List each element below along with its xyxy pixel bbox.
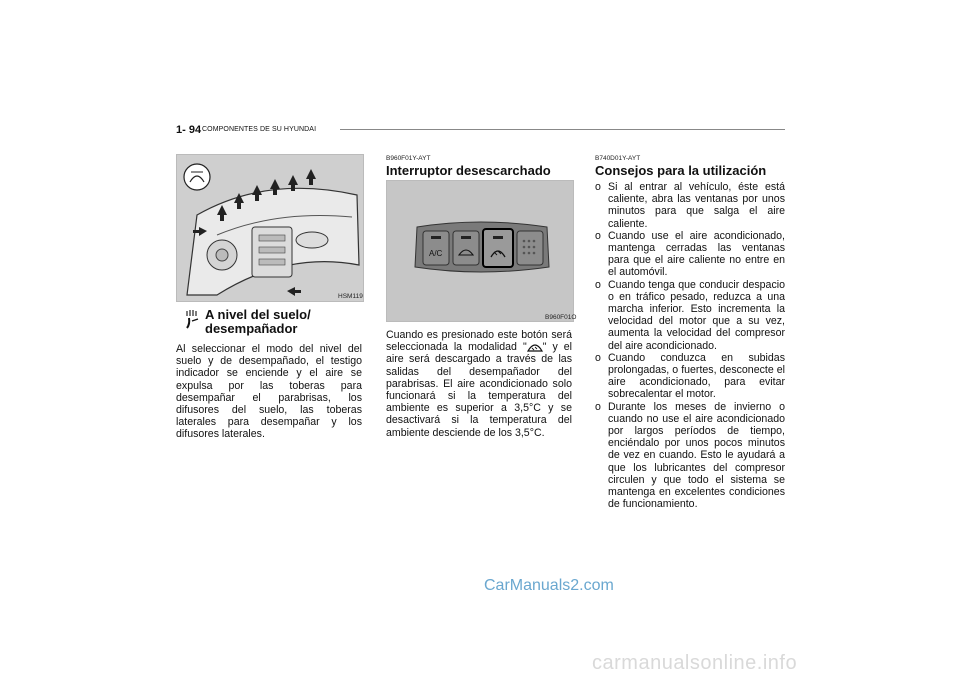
figure-code: HSM119 <box>338 293 363 300</box>
body-text-part: " y el aire será descargado a través de las salidas del desempañador del parabrisas. El aire acondicionado solo funcionará si la temperatura del ambiente es superior a 3,5°C y se desactivará si la temperatura del ambiente desciende de los 3,5°C. <box>386 341 572 439</box>
list-item: o Cuando use el aire acondicionado, mantenga cerradas las ventanas para que el aire caliente no entre en el automóvil. <box>595 230 785 279</box>
figure-code: B960F01O <box>545 314 577 321</box>
dashboard-illustration <box>177 155 363 301</box>
list-item: o Durante los meses de invierno o cuando no use el aire acondicionado por largos períodos de tiempo, enciéndalo por unos pocos minutos de vez en cuando. Esto le ayudará a que los lubricantes del compresor circulen y que todo el sistema se mantenga en excelentes condiciones de funcionamiento. <box>595 401 785 511</box>
list-item: o Cuando tenga que conducir despacio o en tráfico pesado, reduzca a una marcha inferior. Esto incrementa la velocidad del motor que a su vez, aumenta la velocidad del compresor del aire acondicionado. <box>595 279 785 352</box>
windshield-defrost-icon <box>527 341 543 352</box>
watermark-text: carmanualsonline.info <box>592 652 798 674</box>
section-code: B960F01Y-AYT <box>386 155 431 162</box>
floor-defrost-body: Al seleccionar el modo del nivel del suelo y de desempañado, el testigo indicador se enciende y el aire se expulsa por las toberas para desempañar el parabrisas, los difusores del suelo, las toberas laterales para desempañar y los difusores laterales. <box>176 343 362 441</box>
dashboard-airflow-figure <box>176 154 364 302</box>
header-rule <box>340 129 785 130</box>
floor-defrost-heading: A nivel del suelo/ desempañador <box>205 307 311 336</box>
ac-button-label: A/C <box>429 249 443 258</box>
tips-heading: Consejos para la utilización <box>595 163 767 178</box>
chapter-title: COMPONENTES DE SU HYUNDAI <box>202 126 317 133</box>
floor-defrost-icon <box>185 309 201 329</box>
defrost-switch-figure <box>386 180 577 322</box>
switch-panel-illustration <box>387 181 573 321</box>
defrost-switch-body <box>386 329 572 439</box>
page-number: 1- 94 <box>176 124 202 136</box>
list-item: o Si al entrar al vehículo, éste está caliente, abra las ventanas por unos minutos para que salga el aire caliente. <box>595 181 785 230</box>
list-item: o Cuando conduzca en subidas prolongadas, o fuertes, desconecte el aire acondicionado, para evitar sobrecalentar el motor. <box>595 352 785 401</box>
watermark-link[interactable]: CarManuals2.com <box>484 577 614 594</box>
defrost-switch-heading: Interruptor desescarchado <box>386 163 551 178</box>
tips-list <box>595 181 785 510</box>
section-code: B740D01Y-AYT <box>595 155 641 162</box>
body-text-part: Cuando es presionado este botón será seleccionada la modalidad " <box>386 329 572 354</box>
